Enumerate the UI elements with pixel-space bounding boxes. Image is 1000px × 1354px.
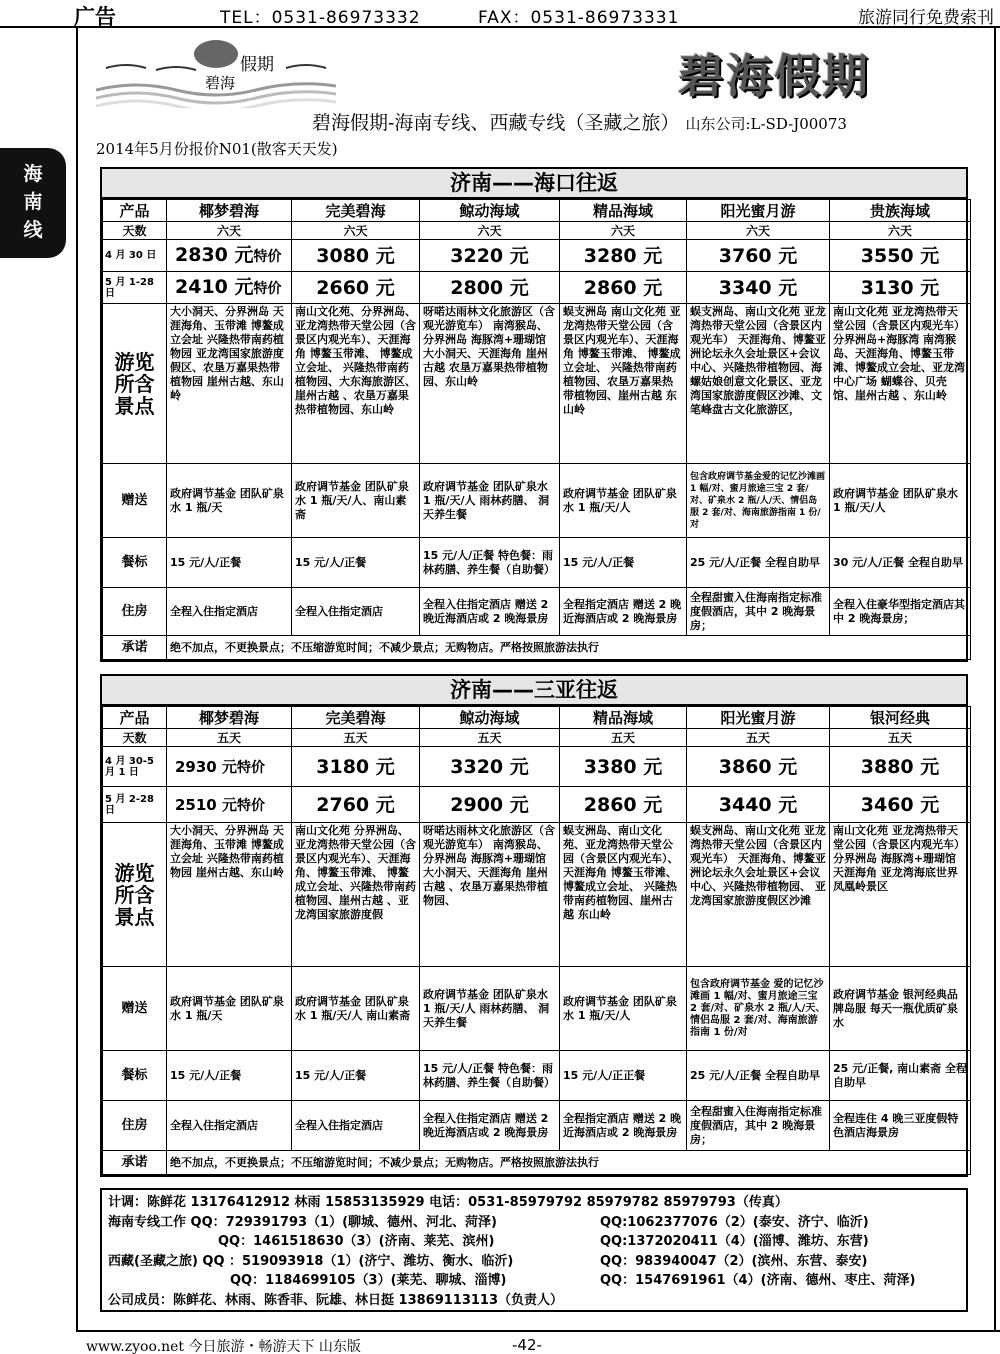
top-bar xyxy=(0,0,1000,28)
gift-text: 政府调节基金 团队矿泉水 1 瓶/天/人、南山素斋 xyxy=(292,464,420,538)
label-spots: 游览所含景点 xyxy=(103,304,167,464)
promise-row xyxy=(103,636,971,660)
days-value: 六天 xyxy=(830,222,971,240)
price-cell xyxy=(167,272,292,304)
gift-text: 政府调节基金 团队矿泉水 1 瓶/天/人 南山素斋 xyxy=(292,967,420,1051)
price-value: 2830 元 xyxy=(175,243,254,266)
gift-text: 政府调节基金 团队矿泉水 1 瓶/天/人 雨林药膳、 洞天养生餐 xyxy=(420,464,560,538)
hotel-text: 全程入住指定酒店 赠送 2 晚近海酒店或 2 晚海景房 xyxy=(420,1101,560,1151)
price-value: 3320 元 xyxy=(420,747,560,787)
hotel-text: 全程甜蜜入住海南指定标准度假酒店，其中 2 晚海景房； xyxy=(687,588,830,636)
days-row xyxy=(103,729,971,747)
label-gift: 赠送 xyxy=(103,967,167,1051)
tibet-qq-1: 西藏(圣藏之旅) QQ ：519093918（1）(济宁、潍坊、衡水、临沂) xyxy=(108,1253,514,1269)
spots-list: 南山文化苑、分界洲岛、亚龙湾热带天堂公园（含景区内观光车）、天涯海角 博鳌玉带滩、 博鳌成立会址、 兴隆热带南药植物园、大东海旅游区、崖州古越 、农垦万嘉果热带植物园、东山岭 xyxy=(292,304,420,464)
special-tag: 特价 xyxy=(253,248,282,265)
product-name: 椰梦碧海 xyxy=(167,707,292,729)
product-name: 阳光蜜月游 xyxy=(687,200,830,222)
promise-row xyxy=(103,1151,971,1175)
contact-row xyxy=(108,1252,960,1272)
spots-list: 蜈支洲岛、南山文化苑 亚龙湾热带天堂公园（含景区内观光车） 天涯海角、博鳌亚洲论坛永久会址景区+会议中心、兴隆热带植物园、海螺姑娘创意文化景区、亚龙湾国家旅游度假区沙滩、文笔峰盘古文化旅游区， xyxy=(687,304,830,464)
price-value: 3440 元 xyxy=(687,787,830,823)
gift-text: 政府调节基金 团队矿泉水 1 瓶/天/人 xyxy=(560,464,687,538)
price-value: 3760 元 xyxy=(687,240,830,272)
price-cell xyxy=(167,240,292,272)
meal-text: 25 元/人/正餐 全程自助早 xyxy=(687,1051,830,1101)
spots-list: 呀喏达雨林文化旅游区（含观光游览车） 南湾猴岛、分界洲岛 海豚湾+珊瑚馆 大小洞天、天涯海角 崖州古越 、农垦万嘉果热带植物园、 xyxy=(420,823,560,967)
label-hotel: 住房 xyxy=(103,1101,167,1151)
days-value: 五天 xyxy=(830,729,971,747)
price-value: 2410 元 xyxy=(175,275,254,298)
gift-text: 政府调节基金 银河经典品牌岛服 每天一瓶优质矿泉水 xyxy=(830,967,971,1051)
hotel-text: 全程入住指定酒店 赠送 2 晚近海酒店或 2 晚海景房 xyxy=(420,588,560,636)
meal-row xyxy=(103,1051,971,1101)
price-cell xyxy=(167,747,292,787)
gift-row xyxy=(103,967,971,1051)
price-value: 2510 元 xyxy=(175,795,237,814)
price-cell xyxy=(167,787,292,823)
tibet-qq-2: QQ：983940047（2）(滨州、东营、泰安) xyxy=(600,1253,868,1269)
meal-text: 15 元/人/正餐 xyxy=(167,538,292,588)
label-product: 产品 xyxy=(103,707,167,729)
days-value: 六天 xyxy=(420,222,560,240)
meal-row xyxy=(103,538,971,588)
spots-list: 南山文化苑 分界洲岛、亚龙湾热带天堂公园（含景区内观光车）、天涯海角、博鳌玉带滩、 博鳌成立会址、兴隆热带南药植物园、崖州古越 、亚龙湾国家旅游度假 xyxy=(292,823,420,967)
spots-list: 南山文化苑 亚龙湾热带天堂公园（含景区内观光车） 分界洲岛 海豚湾+珊瑚馆 天涯海角 亚龙湾海底世界 凤凰岭景区 xyxy=(830,823,971,967)
hotel-text: 全程甜蜜入住海南指定标准度假酒店，其中 2 晚海景房； xyxy=(687,1101,830,1151)
price-value: 2930 元 xyxy=(175,757,237,776)
side-tab xyxy=(0,148,66,258)
license-number: 山东公司:L-SD-J00073 xyxy=(685,115,847,133)
price-value: 3550 元 xyxy=(830,240,971,272)
price-value: 3380 元 xyxy=(560,747,687,787)
hainan-qq-4: QQ:1372020411（4）(淄博、潍坊、东营) xyxy=(600,1234,869,1249)
hotel-text: 全程指定酒店 赠送 2 晚近海酒店或 2 晚海景房 xyxy=(560,588,687,636)
spots-list: 南山文化苑 亚龙湾热带天堂公园（含景区内观光车） 分界洲岛+海豚湾 南湾猴岛、天涯海角、博鳌玉带滩、博鳌成立会址、亚龙湾中心广场 蝴蝶谷、贝壳馆、崖州古越 、东山岭 xyxy=(830,304,971,464)
spots-list: 呀喏达雨林文化旅游区（含观光游览车） 南湾猴岛、分界洲岛 海豚湾+珊瑚馆 大小洞天、天涯海角 崖州古越 农垦万嘉果热带植物园、东山岭 xyxy=(420,304,560,464)
days-value: 六天 xyxy=(560,222,687,240)
logo-text-2: 碧海 xyxy=(205,74,236,92)
contact-row xyxy=(108,1213,960,1233)
price-value: 3340 元 xyxy=(687,272,830,304)
subtitle xyxy=(312,108,847,135)
hainan-qq-2: QQ:1062377076（2）(泰安、济宁、临沂) xyxy=(600,1214,869,1230)
spots-row xyxy=(103,823,971,967)
tel-number: TEL：0531-86973332 xyxy=(220,8,421,28)
promise-text: 绝不加点，不更换景点；不压缩游览时间；不减少景点；无购物店。严格按照旅游法执行 xyxy=(167,1151,971,1175)
price-value: 3280 元 xyxy=(560,240,687,272)
gift-text: 政府调节基金 团队矿泉水 1 瓶/天 xyxy=(167,464,292,538)
label-meal: 餐标 xyxy=(103,1051,167,1101)
meal-text: 15 元/人/正餐 xyxy=(560,538,687,588)
contact-row xyxy=(108,1271,960,1291)
product-name: 贵族海域 xyxy=(830,200,971,222)
product-name: 阳光蜜月游 xyxy=(687,707,830,729)
meal-text: 15 元/人/正餐 特色餐：雨林药膳、养生餐（自助餐） xyxy=(420,1051,560,1101)
gift-text: 政府调节基金 团队矿泉水 1 瓶/天/人 xyxy=(830,464,971,538)
gift-text: 包含政府调节基金 爱的记忆沙滩画 1 幅/对、蜜月旅途三宝 2 套/对、矿泉水 2 瓶/人/天、情侣岛服 2 套/对、海南旅游指南 1 份/对 xyxy=(687,967,830,1051)
spots-list: 蜈支洲岛、南山文化苑、亚龙湾热带天堂公园（含景区内观光车）、天涯海角 博鳌玉带滩、 博鳌成立会址、 兴隆热带南药植物园、崖州古越 东山岭 xyxy=(560,823,687,967)
page-footer xyxy=(76,1330,1000,1354)
product-name: 完美碧海 xyxy=(292,200,420,222)
brand-title: 碧海假期 xyxy=(678,49,870,103)
spots-list: 大小洞天、分界洲岛 天涯海角、玉带滩 博鳌成立会址 兴隆热带南药植物园 崖州古越、东山岭 xyxy=(167,823,292,967)
meal-text: 25 元/正餐, 南山素斋 全程自助早 xyxy=(830,1051,971,1101)
price-row xyxy=(103,747,971,787)
product-name: 完美碧海 xyxy=(292,707,420,729)
hotel-text: 全程入住指定酒店 xyxy=(292,588,420,636)
meal-text: 15 元/人/正餐 特色餐：雨林药膳、养生餐（自助餐） xyxy=(420,538,560,588)
contact-row xyxy=(108,1232,960,1252)
ad-tag: 广告 xyxy=(74,5,116,29)
route-section-sanya xyxy=(100,674,968,1177)
label-spots: 游览所含景点 xyxy=(103,823,167,967)
date-range: 4 月 30 日 xyxy=(103,240,167,272)
gift-text: 包含政府调节基金爱的记忆沙滩画 1 幅/对、蜜月旅途三宝 2 套/对、矿泉水 2 瓶/人/天、情侣岛服 2 套/对、海南旅游指南 1 份/对 xyxy=(687,464,830,538)
meal-text: 15 元/人/正餐 xyxy=(292,538,420,588)
gift-text: 政府调节基金 团队矿泉水 1 瓶/天 xyxy=(167,967,292,1051)
hotel-text: 全程入住豪华型指定酒店其中 2 晚海景房； xyxy=(830,588,971,636)
meal-text: 30 元/人/正餐 全程自助早 xyxy=(830,538,971,588)
label-days: 天数 xyxy=(103,729,167,747)
price-value: 3460 元 xyxy=(830,787,971,823)
hotel-text: 全程入住指定酒店 xyxy=(292,1101,420,1151)
company-members: 公司成员：陈鲜花、林雨、陈香菲、阮雄、林日挺 13869113113（负责人） xyxy=(108,1292,564,1308)
price-value: 2760 元 xyxy=(292,787,420,823)
spots-row xyxy=(103,304,971,464)
days-value: 五天 xyxy=(167,729,292,747)
price-value: 2860 元 xyxy=(560,787,687,823)
subtitle-text: 碧海假期-海南专线、西藏专线（圣藏之旅） xyxy=(312,112,680,134)
label-promise: 承诺 xyxy=(103,636,167,660)
price-value: 3180 元 xyxy=(292,747,420,787)
hainan-qq-1: 海南专线工作 QQ：729391793（1）(聊城、德州、河北、菏泽) xyxy=(108,1214,497,1230)
side-tab-label: 海南线 xyxy=(23,163,43,241)
special-tag: 特价 xyxy=(236,797,265,814)
price-value: 3130 元 xyxy=(830,272,971,304)
date-range: 5 月 1-28 日 xyxy=(103,272,167,304)
price-row xyxy=(103,272,971,304)
product-name: 鲸动海域 xyxy=(420,200,560,222)
tibet-qq-4: QQ：1547691961（4）(济南、德州、枣庄、菏泽) xyxy=(600,1273,916,1288)
hotel-row xyxy=(103,588,971,636)
route-section-haikou xyxy=(100,167,968,662)
logo-text-1: 假期 xyxy=(240,55,274,75)
hainan-qq-3: QQ：1461518630（3）(济南、莱芜、滨州) xyxy=(218,1234,495,1249)
price-value: 2860 元 xyxy=(560,272,687,304)
price-value: 3860 元 xyxy=(687,747,830,787)
gift-row xyxy=(103,464,971,538)
special-tag: 特价 xyxy=(253,280,282,297)
price-value: 2900 元 xyxy=(420,787,560,823)
date-line: 2014年5月份报价N01(散客天天发) xyxy=(96,140,338,158)
label-gift: 赠送 xyxy=(103,464,167,538)
days-value: 六天 xyxy=(292,222,420,240)
price-row xyxy=(103,240,971,272)
product-row xyxy=(103,200,971,222)
section-title: 济南——三亚往返 xyxy=(102,676,966,706)
meal-text: 15 元/人/正正餐 xyxy=(560,1051,687,1101)
days-value: 六天 xyxy=(167,222,292,240)
meal-text: 15 元/人/正餐 xyxy=(292,1051,420,1101)
meal-text: 25 元/人/正餐 全程自助早 xyxy=(687,538,830,588)
hotel-text: 全程连住 4 晚三亚度假特色酒店海景房 xyxy=(830,1101,971,1151)
price-value: 3080 元 xyxy=(292,240,420,272)
product-row xyxy=(103,707,971,729)
tibet-qq-3: QQ：1184699105（3）(莱芜、聊城、淄博) xyxy=(230,1273,507,1288)
price-value: 3220 元 xyxy=(420,240,560,272)
price-value: 2800 元 xyxy=(420,272,560,304)
magazine-tagline: 旅游同行免费索刊 xyxy=(858,8,994,28)
product-name: 椰梦碧海 xyxy=(167,200,292,222)
spots-list: 蜈支洲岛、南山文化苑 亚龙湾热带天堂公园（含景区内观光车） 天涯海角、博鳌亚洲论坛永久会址景区+会议中心、兴隆热带植物园、 亚龙湾国家旅游度假区沙滩 xyxy=(687,823,830,967)
days-row xyxy=(103,222,971,240)
days-value: 五天 xyxy=(420,729,560,747)
price-value: 2660 元 xyxy=(292,272,420,304)
section-title: 济南——海口往返 xyxy=(102,169,966,199)
price-row xyxy=(103,787,971,823)
label-product: 产品 xyxy=(103,200,167,222)
hotel-text: 全程指定酒店 赠送 2 晚近海酒店或 2 晚海景房 xyxy=(560,1101,687,1151)
date-range: 5 月 2-28 日 xyxy=(103,787,167,823)
fax-number: FAX：0531-86973331 xyxy=(478,8,680,28)
meal-text: 15 元/人/正餐 xyxy=(167,1051,292,1101)
days-value: 六天 xyxy=(687,222,830,240)
label-days: 天数 xyxy=(103,222,167,240)
label-meal: 餐标 xyxy=(103,538,167,588)
special-tag: 特价 xyxy=(236,759,265,776)
logo-icon xyxy=(96,34,336,108)
spots-list: 蜈支洲岛 南山文化苑 亚龙湾热带天堂公园（含景区内观光车）、天涯海角 博鳌玉带滩、 博鳌成立会址、 兴隆热带南药植物园、农垦万嘉果热带植物园、崖州古越 东山岭 xyxy=(560,304,687,464)
promise-text: 绝不加点，不更换景点；不压缩游览时间；不减少景点；无购物店。严格按照旅游法执行 xyxy=(167,636,971,660)
product-name: 鲸动海域 xyxy=(420,707,560,729)
price-value: 3880 元 xyxy=(830,747,971,787)
date-range: 4 月 30-5 月 1 日 xyxy=(103,747,167,787)
price-table xyxy=(102,199,971,660)
gift-text: 政府调节基金 团队矿泉水 1 瓶/天/人 xyxy=(560,967,687,1051)
gift-text: 政府调节基金 团队矿泉水 1 瓶/天/人 雨林药膳、 洞天养生餐 xyxy=(420,967,560,1051)
spots-list: 大小洞天、分界洲岛 天涯海角、玉带滩 博鳌成立会址 兴隆热带南药植物园 亚龙湾国家旅游度假区、农垦万嘉果热带植物园 崖州古越、东山岭 xyxy=(167,304,292,464)
days-value: 五天 xyxy=(292,729,420,747)
product-name: 银河经典 xyxy=(830,707,971,729)
contact-phones: 计调：陈鲜花 13176412912 林雨 15853135929 电话：0531-85979792 85979782 85979793（传真） xyxy=(108,1195,788,1210)
product-name: 精品海域 xyxy=(560,200,687,222)
page-number: -42- xyxy=(512,1336,542,1354)
label-hotel: 住房 xyxy=(103,588,167,636)
price-table xyxy=(102,706,971,1175)
hotel-row xyxy=(103,1101,971,1151)
product-name: 精品海域 xyxy=(560,707,687,729)
days-value: 五天 xyxy=(560,729,687,747)
label-promise: 承诺 xyxy=(103,1151,167,1175)
hotel-text: 全程入住指定酒店 xyxy=(167,1101,292,1151)
days-value: 五天 xyxy=(687,729,830,747)
contact-block xyxy=(100,1188,968,1312)
hotel-text: 全程入住指定酒店 xyxy=(167,588,292,636)
footer-website: www.zyoo.net 今日旅游・畅游天下 山东版 xyxy=(86,1339,361,1354)
